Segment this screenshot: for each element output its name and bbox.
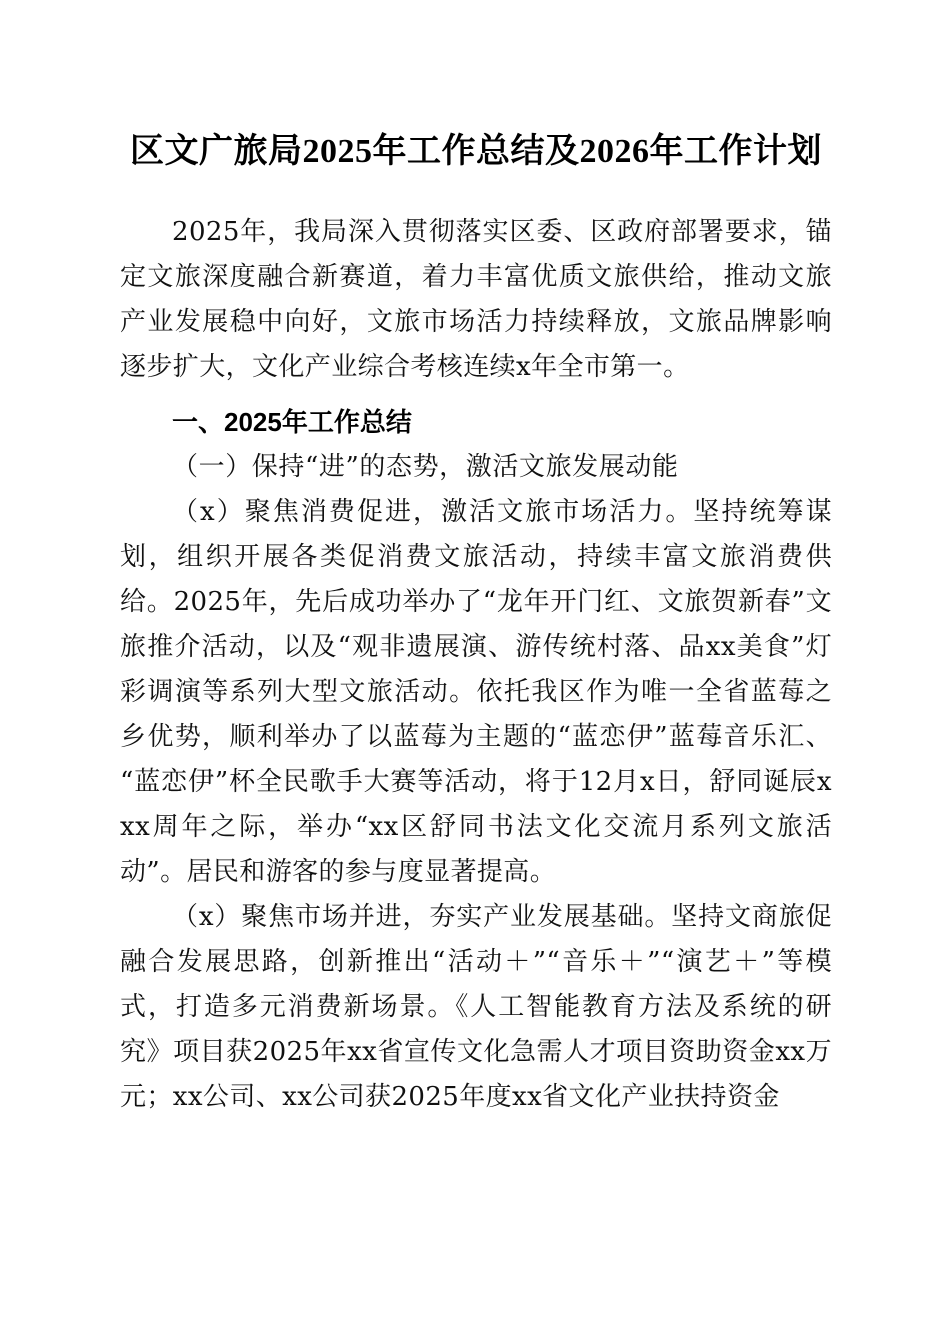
intro-paragraph: 2025年，我局深入贯彻落实区委、区政府部署要求，锚定文旅深度融合新赛道，着力丰富优质文旅供给，推动文旅产业发展稳中向好，文旅市场活力持续释放，文旅品牌影响逐步扩大，文化产业综合考核连续x年全市第一。	[120, 217, 832, 382]
body-paragraph-2: （x）聚焦市场并进，夯实产业发展基础。坚持文商旅促融合发展思路，创新推出“活动＋”“音乐＋”“演艺＋”等模式，打造多元消费新场景。《人工智能教育方法及系统的研究》项目获2025年xx省宣传文化急需人才项目资助资金xx万元；xx公司、xx公司获2025年度xx省文化产业扶持资金	[120, 902, 832, 1112]
body-paragraph-1: （x）聚焦消费促进，激活文旅市场活力。坚持统筹谋划，组织开展各类促消费文旅活动，持续丰富文旅消费供给。2025年，先后成功举办了“龙年开门红、文旅贺新春”文旅推介活动，以及“观非遗展演、游传统村落、品xx美食”灯彩调演等系列大型文旅活动。依托我区作为唯一全省蓝莓之乡优势，顺利举办了以蓝莓为主题的“蓝恋伊”蓝莓音乐汇、“蓝恋伊”杯全民歌手大赛等活动，将于12月x日，舒同诞辰xxx周年之际，举办“xx区舒同书法文化交流月系列文旅活动”。居民和游客的参与度显著提高。	[120, 497, 832, 887]
section-heading-2: （一）保持“进”的态势，激活文旅发展动能	[172, 452, 679, 482]
page-title: 区文广旅局2025年工作总结及2026年工作计划	[130, 133, 822, 170]
document-body	[120, 0, 832, 1120]
section-heading-1: 一、2025年工作总结	[172, 407, 412, 437]
